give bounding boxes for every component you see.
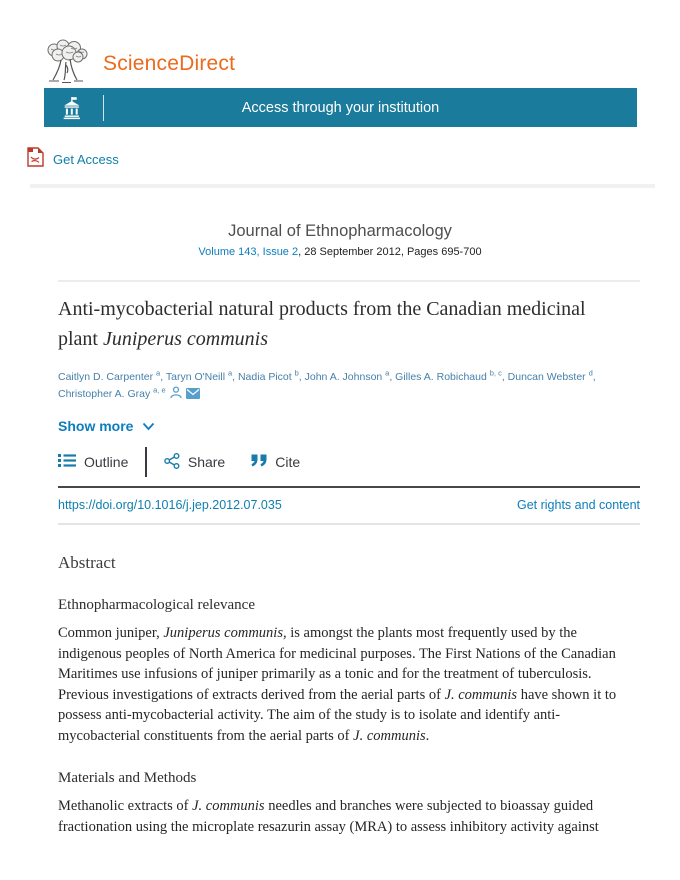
doi-row xyxy=(58,488,640,523)
title-divider xyxy=(58,280,640,282)
toolbar-divider xyxy=(145,447,147,477)
abstract-section xyxy=(58,553,640,837)
author-names[interactable]: Caitlyn D. Carpenter $^a$, Taryn O'Neill $^a$, Nadia Picot $^b$, John A. Johnson $^a$, Gilles A. Robichaud $^{b, c}$, Duncan Webster $^d$, Christopher A. Gray $^{a, e}$ xyxy=(58,368,596,400)
abstract-subheading-relevance: Ethnopharmacological relevance xyxy=(58,597,255,613)
share-label: Share xyxy=(187,454,226,470)
quote-icon xyxy=(251,454,267,470)
doi-link[interactable]: https://doi.org/10.1016/j.jep.2012.07.035 xyxy=(58,498,282,512)
chevron-down-icon xyxy=(142,418,155,434)
banner-label: Access through your institution xyxy=(241,99,440,116)
article-toolbar xyxy=(58,447,640,477)
sciencedirect-wordmark[interactable]: ScienceDirect xyxy=(103,52,236,75)
volume-issue-link[interactable]: Volume 143, Issue 2 xyxy=(198,246,299,258)
rights-link[interactable]: Get rights and content xyxy=(517,498,640,512)
cite-label: Cite xyxy=(275,454,301,470)
list-icon xyxy=(58,453,76,471)
abstract-subheading-methods: Materials and Methods xyxy=(58,770,197,786)
outline-label: Outline xyxy=(84,454,129,470)
header-divider xyxy=(30,184,655,188)
share-nodes-icon xyxy=(164,453,180,472)
person-icon[interactable] xyxy=(170,386,182,405)
abstract-paragraph-methods: Methanolic extracts of J. communis needles and branches were subjected to bioassay guided fractionation using the microplate resazurin assay (MRA) to assess inhibitory activity against xyxy=(58,798,599,835)
elsevier-tree-logo xyxy=(42,39,90,90)
share-button[interactable] xyxy=(164,453,225,472)
envelope-icon[interactable] xyxy=(186,388,200,405)
issue-date-pages: , 28 September 2012, Pages 695-700 xyxy=(298,246,482,258)
issue-line xyxy=(0,246,680,258)
doi-divider-bottom xyxy=(58,523,640,525)
cite-button[interactable] xyxy=(251,454,300,470)
author-list[interactable] xyxy=(58,369,640,405)
abstract-heading: Abstract xyxy=(58,553,116,572)
journal-title-link[interactable]: Journal of Ethnopharmacology xyxy=(228,222,452,240)
outline-button[interactable] xyxy=(58,453,128,471)
journal-header xyxy=(0,222,680,258)
get-access-link[interactable] xyxy=(27,147,119,172)
pdf-icon xyxy=(27,147,44,172)
sciencedirect-logo[interactable] xyxy=(0,0,680,88)
article-title: Anti-mycobacterial natural products from the Canadian medicinal plant Juniperus communis xyxy=(58,298,586,350)
get-access-label: Get Access xyxy=(53,152,119,167)
show-more-label: Show more xyxy=(58,418,134,434)
institution-access-banner[interactable] xyxy=(44,88,637,127)
abstract-paragraph-relevance: Common juniper, Juniperus communis, is amongst the plants most frequently used by the indigenous peoples of North America for medicinal purposes. The First Nations of the Canadian Maritimes use infusions of juniper primarily as a tonic and for the treatment of tuberculosis. Previous investigations of extracts derived from the aerial parts of J. communis have shown it to possess anti-mycobacterial activity. The aim of the study is to isolate and identify anti-mycobacterial constituents from the aerial parts of J. communis. xyxy=(58,625,617,744)
show-more-button[interactable] xyxy=(58,418,155,434)
